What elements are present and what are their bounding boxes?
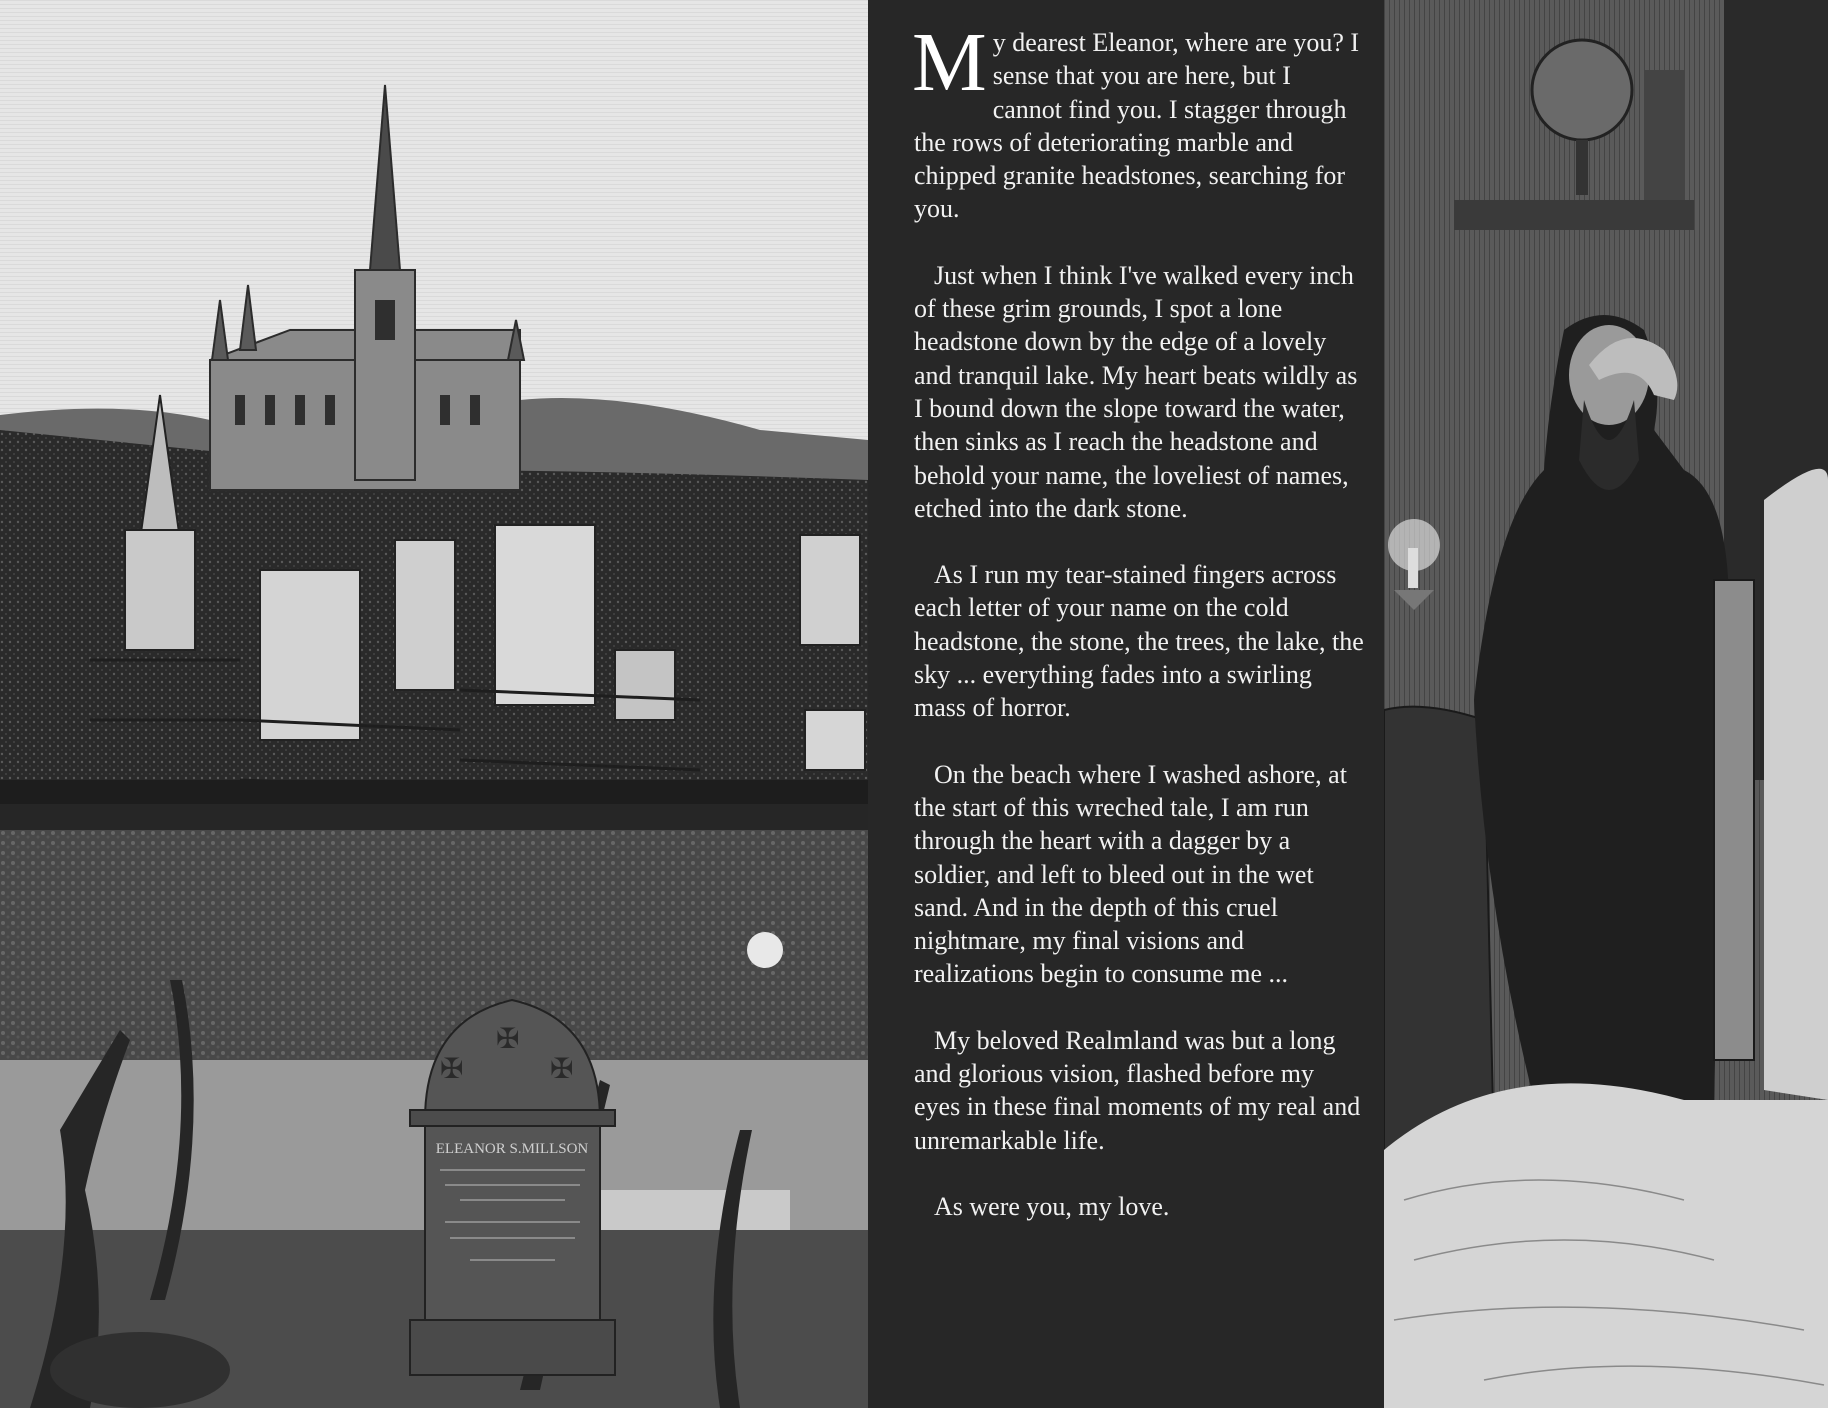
headstone-inscription: ELEANOR S.MILLSON — [435, 1141, 589, 1157]
grave-engraving — [0, 830, 868, 1408]
grieving-man-illustration-icon — [1384, 0, 1828, 1408]
story-paragraph-2: Just when I think I've walked every inch of these grim grounds, I spot a lone headstone down by the edge of a lovely and tranquil lake. My heart beats wildly as I bound down the slope toward the water, then sinks as I reach the headstone and behold your name, the loveliest of names, etched into the dark stone. — [914, 260, 1358, 523]
story-paragraph-1 — [912, 16, 1366, 226]
story-paragraph-1-text: y dearest Eleanor, where are you? I sense that you are here, but I cannot find you. I stagger through the rows of deteriorating marble and chipped granite headstones, searching for you. — [914, 28, 1360, 224]
svg-text:✠: ✠ — [496, 1022, 520, 1055]
story-text-column — [868, 0, 1384, 1408]
scholar-engraving — [1384, 0, 1828, 1408]
cemetery-engraving — [0, 0, 868, 804]
svg-text:✠: ✠ — [550, 1052, 574, 1085]
story-paragraph-4: On the beach where I washed ashore, at the start of this wreched tale, I am run through the heart with a dagger by a soldier, and left to bleed out in the wet sand. And in the depth of this cruel nightmare, my final visions and realizations begin to consume me ... — [914, 759, 1347, 989]
story-paragraph-5: My beloved Realmland was but a long and glorious vision, flashed before my eyes in these final moments of my real and unremarkable life. — [914, 1025, 1361, 1155]
story-paragraph-6: As were you, my love. — [934, 1191, 1170, 1221]
svg-text:✠: ✠ — [440, 1052, 464, 1085]
story-paragraph-3: As I run my tear-stained fingers across each letter of your name on the cold headstone, the stone, the trees, the lake, the sky ... everything fades into a swirling mass of horror. — [914, 560, 1364, 723]
church-cemetery-illustration-icon — [0, 0, 868, 804]
headstone-shape — [410, 1000, 615, 1375]
drop-cap: M — [912, 16, 987, 109]
gothic-headstone-illustration-icon — [0, 830, 868, 1408]
